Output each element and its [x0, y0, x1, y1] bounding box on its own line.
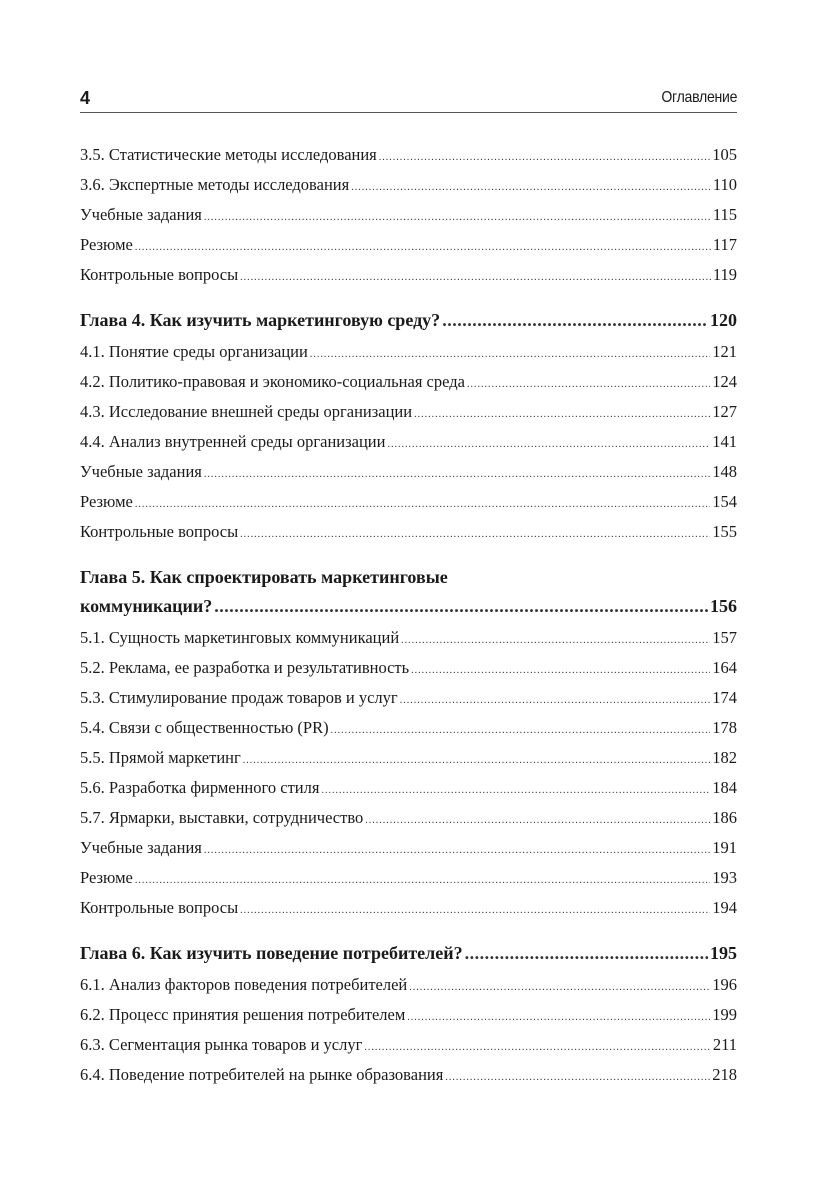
- toc-entry-page: 105: [712, 145, 737, 164]
- table-of-contents: [80, 140, 737, 1090]
- dot-leader: [214, 592, 708, 621]
- toc-entry-page: 178: [712, 718, 737, 737]
- toc-entry[interactable]: [80, 653, 737, 683]
- toc-entry-title: 4.1. Понятие среды организации: [80, 342, 308, 361]
- toc-entry-title: Резюме: [80, 235, 133, 254]
- toc-entry-title: Контрольные вопросы: [80, 265, 239, 284]
- dot-leader: [351, 173, 711, 200]
- toc-entry-title: Резюме: [80, 492, 133, 511]
- chapter-heading[interactable]: [80, 563, 737, 621]
- chapter-title: Глава 5. Как спроектировать маркетинговые: [80, 567, 448, 587]
- toc-entry[interactable]: [80, 230, 737, 260]
- page-number: 4: [80, 88, 91, 108]
- dot-leader: [364, 1033, 710, 1060]
- toc-entry[interactable]: [80, 140, 737, 170]
- toc-entry-page: 184: [712, 778, 737, 797]
- toc-entry[interactable]: [80, 457, 737, 487]
- dot-leader: [204, 836, 710, 863]
- running-title: Оглавление: [661, 89, 737, 106]
- dot-leader: [379, 143, 710, 170]
- dot-leader: [331, 716, 711, 743]
- toc-entry[interactable]: [80, 200, 737, 230]
- toc-entry-title: 5.4. Связи с общественностью (PR): [80, 718, 329, 737]
- toc-entry-title: 6.2. Процесс принятия решения потребителем: [80, 1005, 406, 1024]
- chapter-heading-line[interactable]: [80, 306, 737, 335]
- chapter-heading[interactable]: [80, 939, 737, 968]
- dot-leader: [204, 203, 711, 230]
- toc-entry[interactable]: [80, 623, 737, 653]
- toc-entry-page: 186: [712, 808, 737, 827]
- toc-entry-page: 191: [712, 838, 737, 857]
- toc-section-list: [80, 970, 737, 1090]
- toc-entry-page: 148: [712, 462, 737, 481]
- toc-entry-title: 5.5. Прямой маркетинг: [80, 748, 241, 767]
- chapter-title: коммуникации?: [80, 596, 213, 616]
- toc-entry-page: 141: [712, 432, 737, 451]
- toc-entry[interactable]: [80, 427, 737, 457]
- dot-leader: [414, 400, 710, 427]
- toc-entry-page: 121: [712, 342, 737, 361]
- toc-entry-page: 115: [712, 205, 737, 224]
- dot-leader: [409, 973, 710, 1000]
- toc-entry-page: 157: [712, 628, 737, 647]
- toc-entry[interactable]: [80, 260, 737, 290]
- toc-entry-title: 6.4. Поведение потребителей на рынке образования: [80, 1065, 444, 1084]
- toc-entry-title: 6.3. Сегментация рынка товаров и услуг: [80, 1035, 363, 1054]
- dot-leader: [240, 520, 710, 547]
- toc-entry[interactable]: [80, 367, 737, 397]
- chapter-title: Глава 6. Как изучить поведение потребителей?: [80, 943, 463, 963]
- toc-entry-title: Учебные задания: [80, 838, 202, 857]
- toc-entry-title: Резюме: [80, 868, 133, 887]
- chapter-page-number: 195: [710, 943, 737, 963]
- toc-entry-page: 154: [712, 492, 737, 511]
- dot-leader: [243, 746, 711, 773]
- toc-section-list: [80, 337, 737, 547]
- toc-entry[interactable]: [80, 1030, 737, 1060]
- toc-entry-page: 164: [712, 658, 737, 677]
- dot-leader: [411, 656, 710, 683]
- toc-entry-title: 6.1. Анализ факторов поведения потребителей: [80, 975, 408, 994]
- toc-entry-page: 124: [712, 372, 737, 391]
- toc-entry[interactable]: [80, 683, 737, 713]
- toc-section-list: [80, 623, 737, 923]
- dot-leader: [321, 776, 710, 803]
- dot-leader: [465, 939, 708, 968]
- dot-leader: [467, 370, 710, 397]
- toc-entry-page: 211: [712, 1035, 737, 1054]
- toc-entry[interactable]: [80, 743, 737, 773]
- chapter-heading[interactable]: [80, 306, 737, 335]
- dot-leader: [401, 626, 710, 653]
- toc-entry-title: Учебные задания: [80, 205, 202, 224]
- toc-entry-page: 174: [712, 688, 737, 707]
- toc-entry-page: 127: [712, 402, 737, 421]
- toc-entry[interactable]: [80, 517, 737, 547]
- toc-entry[interactable]: [80, 833, 737, 863]
- dot-leader: [204, 460, 710, 487]
- toc-entry-page: 193: [712, 868, 737, 887]
- dot-leader: [135, 490, 710, 517]
- toc-entry[interactable]: [80, 1060, 737, 1090]
- dot-leader: [387, 430, 710, 457]
- dot-leader: [310, 340, 710, 367]
- toc-entry-title: 5.7. Ярмарки, выставки, сотрудничество: [80, 808, 364, 827]
- toc-entry[interactable]: [80, 773, 737, 803]
- toc-entry-page: 194: [712, 898, 737, 917]
- toc-entry-title: Учебные задания: [80, 462, 202, 481]
- toc-entry-title: 4.4. Анализ внутренней среды организации: [80, 432, 386, 451]
- dot-leader: [407, 1003, 710, 1030]
- toc-entry-title: 5.3. Стимулирование продаж товаров и услуг: [80, 688, 398, 707]
- running-header: [80, 88, 737, 113]
- chapter-heading-line[interactable]: [80, 563, 737, 592]
- toc-entry[interactable]: [80, 970, 737, 1000]
- toc-entry-page: 218: [712, 1065, 737, 1084]
- toc-entry[interactable]: [80, 1000, 737, 1030]
- toc-entry-title: 5.2. Реклама, ее разработка и результативность: [80, 658, 410, 677]
- toc-entry-title: 3.5. Статистические методы исследования: [80, 145, 377, 164]
- toc-entry[interactable]: [80, 397, 737, 427]
- toc-entry-title: 3.6. Экспертные методы исследования: [80, 175, 350, 194]
- toc-entry-title: Контрольные вопросы: [80, 522, 239, 541]
- dot-leader: [400, 686, 711, 713]
- chapter-page-number: 120: [710, 310, 737, 330]
- toc-entry-title: 5.1. Сущность маркетинговых коммуникаций: [80, 628, 400, 647]
- toc-entry[interactable]: [80, 863, 737, 893]
- dot-leader: [442, 306, 708, 335]
- toc-entry[interactable]: [80, 337, 737, 367]
- toc-entry-title: 4.3. Исследование внешней среды организации: [80, 402, 413, 421]
- toc-entry-page: 196: [712, 975, 737, 994]
- toc-entry-page: 199: [712, 1005, 737, 1024]
- dot-leader: [135, 866, 710, 893]
- toc-entry-title: 4.2. Политико-правовая и экономико-социальная среда: [80, 372, 465, 391]
- toc-entry[interactable]: [80, 713, 737, 743]
- toc-entry-page: 155: [712, 522, 737, 541]
- dot-leader: [240, 896, 710, 923]
- toc-entry[interactable]: [80, 803, 737, 833]
- toc-section-list: [80, 140, 737, 290]
- chapter-page-number: 156: [710, 596, 737, 616]
- toc-entry[interactable]: [80, 487, 737, 517]
- dot-leader: [365, 806, 710, 833]
- toc-entry-title: Контрольные вопросы: [80, 898, 239, 917]
- toc-entry[interactable]: [80, 170, 737, 200]
- dot-leader: [240, 263, 711, 290]
- toc-entry-page: 119: [712, 265, 737, 284]
- chapter-heading-line[interactable]: [80, 592, 737, 621]
- chapter-title: Глава 4. Как изучить маркетинговую среду?: [80, 310, 441, 330]
- dot-leader: [445, 1063, 710, 1090]
- toc-entry-page: 117: [712, 235, 737, 254]
- toc-entry-page: 110: [712, 175, 737, 194]
- dot-leader: [135, 233, 711, 260]
- toc-entry-page: 182: [712, 748, 737, 767]
- toc-entry[interactable]: [80, 893, 737, 923]
- chapter-heading-line[interactable]: [80, 939, 737, 968]
- toc-entry-title: 5.6. Разработка фирменного стиля: [80, 778, 320, 797]
